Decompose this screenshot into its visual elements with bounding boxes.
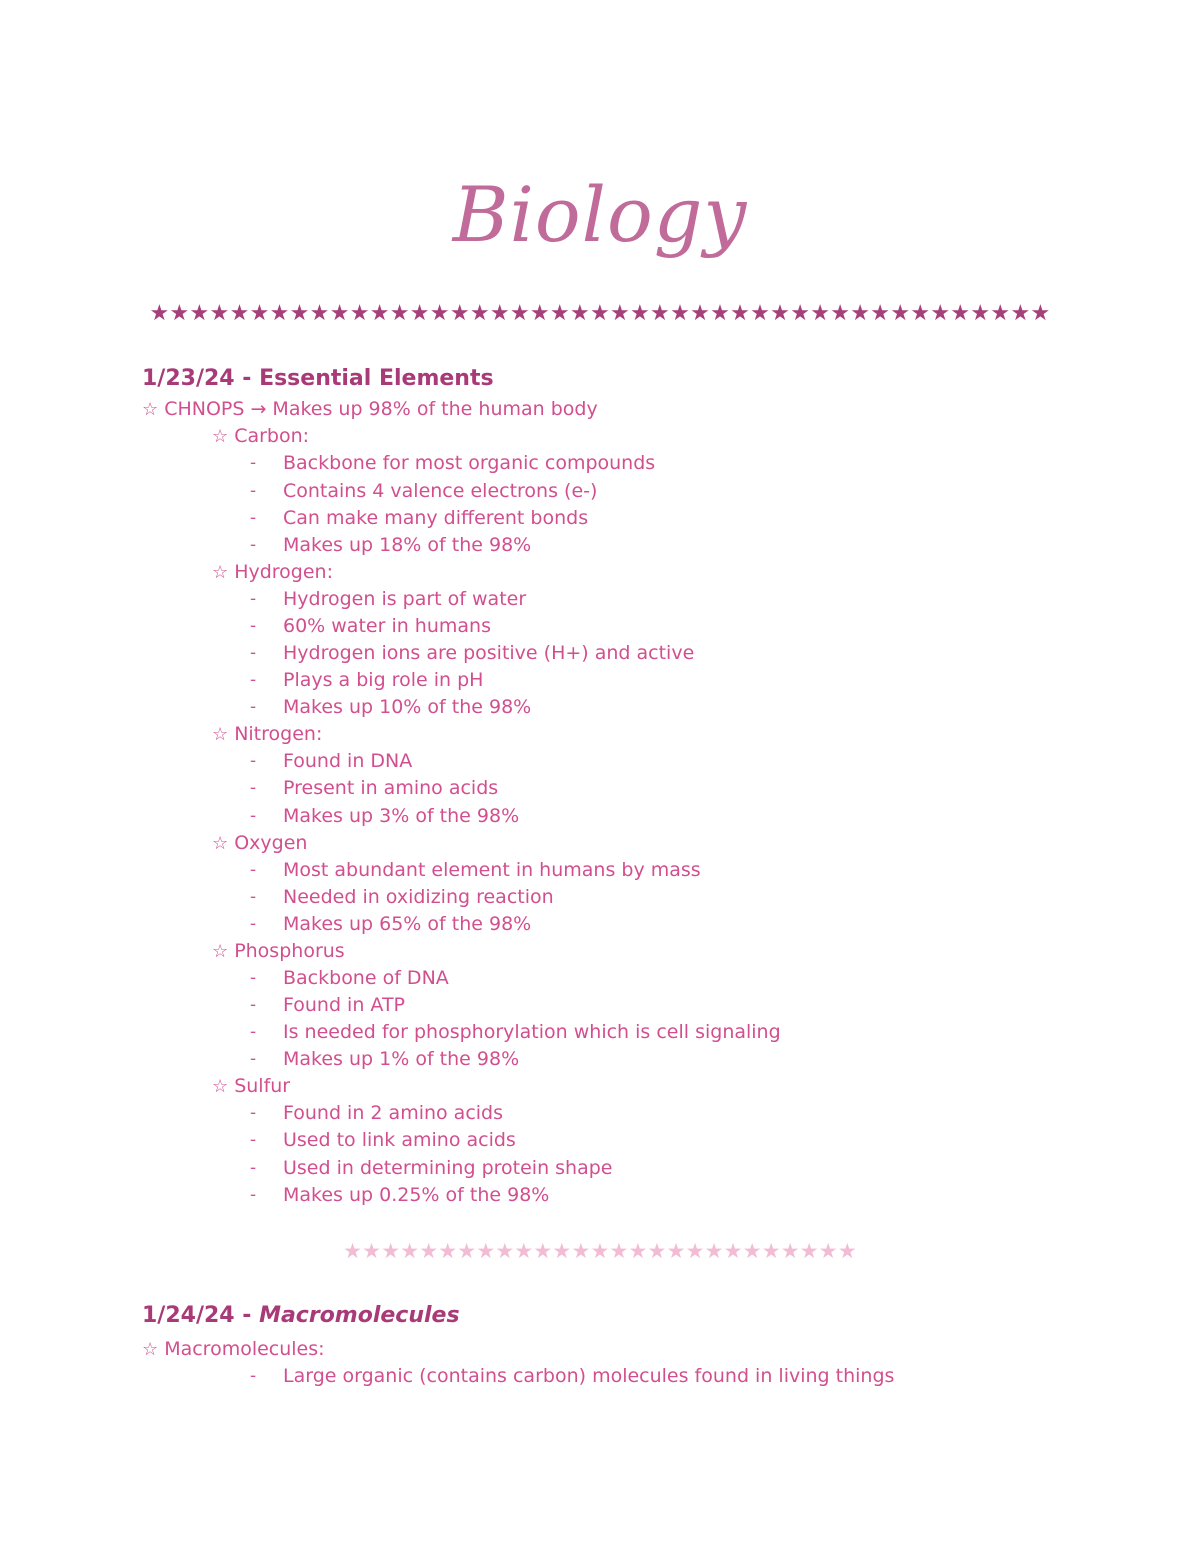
star-divider-middle: ★★★★★★★★★★★★★★★★★★★★★★★★★★★ — [343, 1239, 857, 1263]
bullet-item: Needed in oxidizing reaction — [283, 886, 554, 908]
outline-star-icon: ☆ — [212, 562, 229, 583]
section-date: 1/23/24 - — [142, 366, 260, 391]
section-topic: Essential Elements — [259, 366, 494, 391]
bullet-item: Found in ATP — [283, 994, 406, 1016]
element-heading-phosphorus — [212, 938, 345, 965]
bullet-item: Used in determining protein shape — [283, 1157, 613, 1179]
dash-bullet-icon: - — [250, 1022, 257, 1042]
element-name: Carbon: — [234, 425, 310, 447]
outline-star-icon: ☆ — [212, 1076, 229, 1097]
outline-star-icon: ☆ — [212, 426, 229, 447]
dash-bullet-icon: - — [250, 1158, 257, 1178]
dash-bullet-icon: - — [250, 968, 257, 988]
dash-bullet-icon: - — [250, 995, 257, 1015]
dash-bullet-icon: - — [250, 1366, 257, 1386]
bullet-item: Found in 2 amino acids — [283, 1102, 504, 1124]
dash-bullet-icon: - — [250, 751, 257, 771]
element-heading-sulfur — [212, 1073, 290, 1100]
dash-bullet-icon: - — [250, 1049, 257, 1069]
element-heading-nitrogen — [212, 721, 322, 748]
element-heading-carbon — [212, 423, 309, 450]
dash-bullet-icon: - — [250, 616, 257, 636]
element-name: Oxygen — [234, 832, 308, 854]
bullet-item: Present in amino acids — [283, 777, 499, 799]
outline-star-icon: ☆ — [212, 941, 229, 962]
dash-bullet-icon: - — [250, 806, 257, 826]
dash-bullet-icon: - — [250, 1130, 257, 1150]
intro-text: Macromolecules: — [164, 1338, 325, 1360]
bullet-item: Is needed for phosphorylation which is cell signaling — [283, 1021, 781, 1043]
bullet-item: Found in DNA — [283, 750, 413, 772]
section-heading-essential-elements — [142, 365, 494, 393]
bullet-item: 60% water in humans — [283, 615, 491, 637]
dash-bullet-icon: - — [250, 860, 257, 880]
element-name: Nitrogen: — [234, 723, 323, 745]
dash-bullet-icon: - — [250, 697, 257, 717]
element-name: Phosphorus — [234, 940, 345, 962]
bullet-item: Backbone of DNA — [283, 967, 449, 989]
bullet-item: Used to link amino acids — [283, 1129, 516, 1151]
dash-bullet-icon: - — [250, 589, 257, 609]
outline-star-icon: ☆ — [212, 833, 229, 854]
dash-bullet-icon: - — [250, 508, 257, 528]
bullet-item: Makes up 1% of the 98% — [283, 1048, 520, 1070]
element-name: Hydrogen: — [234, 561, 333, 583]
dash-bullet-icon: - — [250, 1185, 257, 1205]
section-heading-macromolecules — [142, 1302, 460, 1330]
dash-bullet-icon: - — [250, 914, 257, 934]
section-date: 1/24/24 - — [142, 1303, 260, 1328]
section-topic: Macromolecules — [259, 1303, 460, 1328]
outline-star-icon: ☆ — [212, 724, 229, 745]
bullet-item: Large organic (contains carbon) molecules found in living things — [283, 1365, 895, 1387]
dash-bullet-icon: - — [250, 481, 257, 501]
bullet-item: Makes up 3% of the 98% — [283, 805, 520, 827]
dash-bullet-icon: - — [250, 1103, 257, 1123]
dash-bullet-icon: - — [250, 887, 257, 907]
intro-text: CHNOPS → Makes up 98% of the human body — [164, 398, 598, 420]
element-heading-oxygen — [212, 830, 307, 857]
bullet-item: Hydrogen is part of water — [283, 588, 527, 610]
element-name: Sulfur — [234, 1075, 291, 1097]
dash-bullet-icon: - — [250, 453, 257, 473]
intro-line-macromolecules — [142, 1336, 325, 1363]
element-heading-hydrogen — [212, 559, 333, 586]
page-title: Biology — [452, 170, 748, 259]
dash-bullet-icon: - — [250, 670, 257, 690]
dash-bullet-icon: - — [250, 643, 257, 663]
bullet-item: Makes up 65% of the 98% — [283, 913, 532, 935]
bullet-item: Most abundant element in humans by mass — [283, 859, 701, 881]
bullet-item: Plays a big role in pH — [283, 669, 484, 691]
outline-star-icon: ☆ — [142, 1339, 159, 1360]
bullet-item: Makes up 0.25% of the 98% — [283, 1184, 550, 1206]
star-divider-top: ★★★★★★★★★★★★★★★★★★★★★★★★★★★★★★★★★★★★★★★★★★★★★ — [149, 301, 1051, 326]
bullet-item: Makes up 18% of the 98% — [283, 534, 532, 556]
outline-star-icon: ☆ — [142, 399, 159, 420]
bullet-item: Hydrogen ions are positive (H+) and active — [283, 642, 695, 664]
bullet-item: Can make many different bonds — [283, 507, 589, 529]
intro-line-chnops — [142, 396, 598, 423]
dash-bullet-icon: - — [250, 778, 257, 798]
bullet-item: Makes up 10% of the 98% — [283, 696, 532, 718]
bullet-item: Contains 4 valence electrons (e-) — [283, 480, 598, 502]
dash-bullet-icon: - — [250, 535, 257, 555]
bullet-item: Backbone for most organic compounds — [283, 452, 656, 474]
